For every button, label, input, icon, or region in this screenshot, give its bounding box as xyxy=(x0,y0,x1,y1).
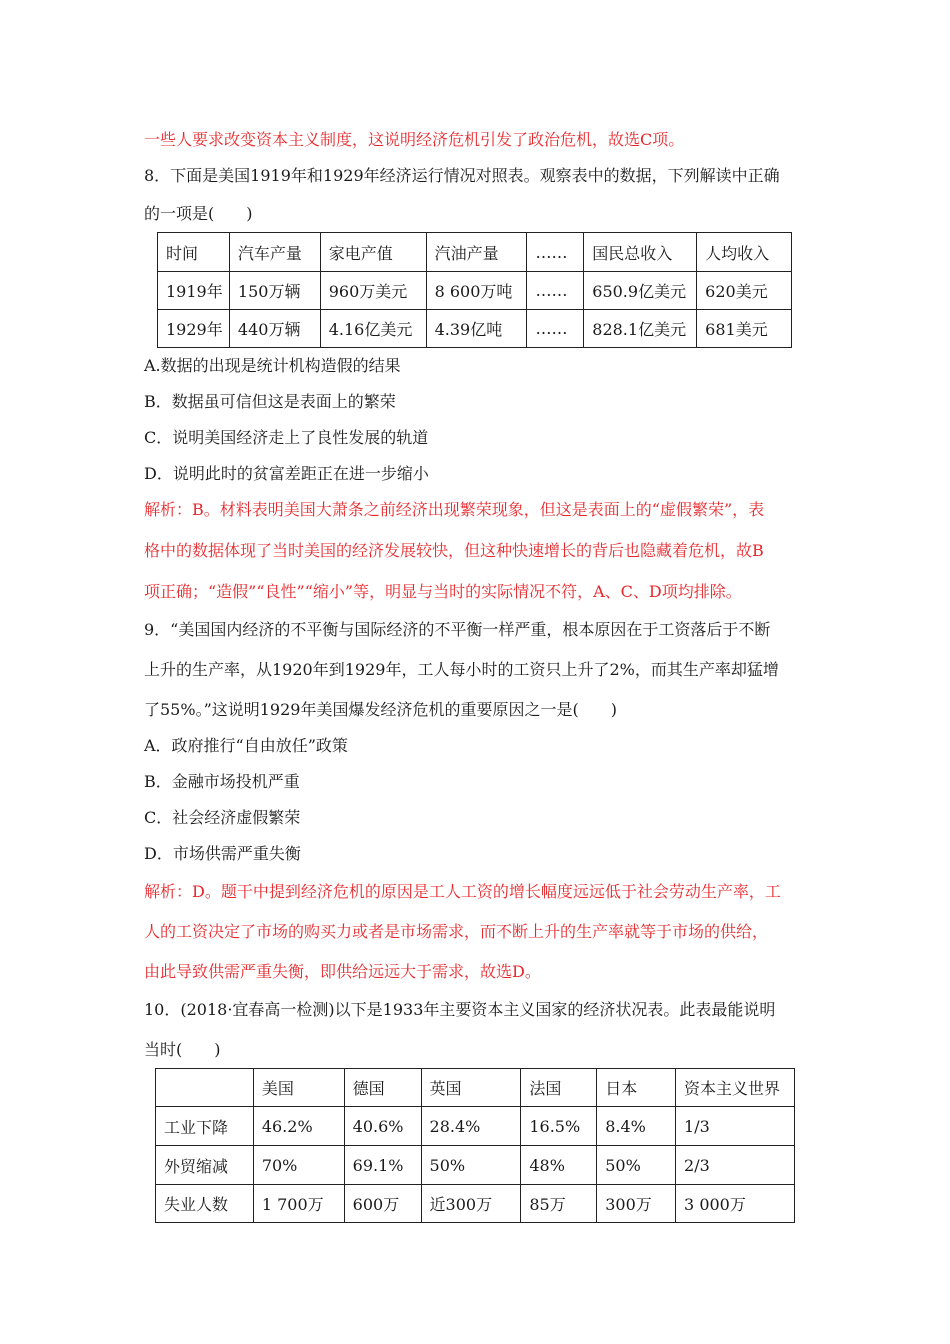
table-cell: 4.16亿美元 xyxy=(320,310,426,348)
q9-option-d: D．市场供需严重失衡 xyxy=(144,844,301,863)
q8-analysis-line3: 项正确；“造假”“良性”“缩小”等，明显与当时的实际情况不符，A、C、D项均排除。 xyxy=(144,582,742,601)
table-row xyxy=(156,1185,795,1223)
table-cell: …… xyxy=(527,272,584,310)
q8-stem-line2: 的一项是( ) xyxy=(144,204,253,223)
q8-option-b: B．数据虽可信但这是表面上的繁荣 xyxy=(144,392,396,411)
table-header-cell: 家电产值 xyxy=(320,233,426,272)
table-cell: 1929年 xyxy=(158,310,230,348)
table-header-cell: 英国 xyxy=(421,1069,521,1107)
q8-analysis-line1: 解析：B。材料表明美国大萧条之前经济出现繁荣现象，但这是表面上的“虚假繁荣”，表 xyxy=(144,500,765,519)
table-cell: 828.1亿美元 xyxy=(584,310,697,348)
q8-option-a: A.数据的出现是统计机构造假的结果 xyxy=(144,356,401,375)
table-cell: 681美元 xyxy=(697,310,792,348)
q10-stem-line1: 10．(2018·宜春高一检测)以下是1933年主要资本主义国家的经济状况表。此表最能说明 xyxy=(144,1000,776,1019)
table-cell: 失业人数 xyxy=(156,1185,254,1223)
table-cell: …… xyxy=(527,310,584,348)
q9-stem-line2: 上升的生产率，从1920年到1929年，工人每小时的工资只上升了2%，而其生产率却猛增 xyxy=(144,660,779,679)
table-header-row xyxy=(156,1069,795,1107)
table-header-cell: 汽车产量 xyxy=(229,233,320,272)
table-header-cell: 人均收入 xyxy=(697,233,792,272)
table-cell: 300万 xyxy=(597,1185,676,1223)
table-header-row xyxy=(158,233,792,272)
q9-analysis-line2: 人的工资决定了市场的购买力或者是市场需求，而不断上升的生产率就等于市场的供给， xyxy=(144,922,769,941)
q9-option-b: B．金融市场投机严重 xyxy=(144,772,300,791)
table-cell: 50% xyxy=(421,1146,521,1185)
q9-analysis-line1: 解析：D。题干中提到经济危机的原因是工人工资的增长幅度远远低于社会劳动生产率，工 xyxy=(144,882,781,901)
table-cell: 600万 xyxy=(344,1185,421,1223)
q9-option-a: A．政府推行“自由放任”政策 xyxy=(144,736,348,755)
table-header-cell: …… xyxy=(527,233,584,272)
q9-option-c: C．社会经济虚假繁荣 xyxy=(144,808,301,827)
table-cell: 外贸缩减 xyxy=(156,1146,254,1185)
table-header-cell: 时间 xyxy=(158,233,230,272)
table-header-cell: 日本 xyxy=(597,1069,676,1107)
q8-analysis-line2: 格中的数据体现了当时美国的经济发展较快，但这种快速增长的背后也隐藏着危机，故B xyxy=(144,541,764,560)
q10-table xyxy=(155,1068,795,1223)
table-cell: 8 600万吨 xyxy=(426,272,527,310)
table-header-cell xyxy=(156,1069,254,1107)
table-cell: 440万辆 xyxy=(229,310,320,348)
table-header-cell: 汽油产量 xyxy=(426,233,527,272)
table-cell: 1919年 xyxy=(158,272,230,310)
table-cell: 28.4% xyxy=(421,1107,521,1146)
table-row xyxy=(156,1107,795,1146)
table-row xyxy=(158,272,792,310)
table-cell: 150万辆 xyxy=(229,272,320,310)
q8-stem-line1: 8．下面是美国1919年和1929年经济运行情况对照表。观察表中的数据，下列解读中正确 xyxy=(144,166,780,185)
table-cell: 1 700万 xyxy=(253,1185,344,1223)
table-cell: 650.9亿美元 xyxy=(584,272,697,310)
table-cell: 70% xyxy=(253,1146,344,1185)
q8-option-c: C．说明美国经济走上了良性发展的轨道 xyxy=(144,428,429,447)
table-cell: 2/3 xyxy=(676,1146,795,1185)
table-cell: 工业下降 xyxy=(156,1107,254,1146)
table-header-cell: 国民总收入 xyxy=(584,233,697,272)
table-cell: 69.1% xyxy=(344,1146,421,1185)
table-cell: 16.5% xyxy=(521,1107,597,1146)
table-cell: 48% xyxy=(521,1146,597,1185)
table-cell: 620美元 xyxy=(697,272,792,310)
table-cell: 40.6% xyxy=(344,1107,421,1146)
q10-stem-line2: 当时( ) xyxy=(144,1040,221,1059)
previous-answer-tail: 一些人要求改变资本主义制度，这说明经济危机引发了政治危机，故选C项。 xyxy=(144,130,685,149)
table-row xyxy=(158,310,792,348)
table-header-cell: 德国 xyxy=(344,1069,421,1107)
table-header-cell: 资本主义世界 xyxy=(676,1069,795,1107)
table-cell: 85万 xyxy=(521,1185,597,1223)
table-cell: 3 000万 xyxy=(676,1185,795,1223)
table-cell: 960万美元 xyxy=(320,272,426,310)
table-cell: 1/3 xyxy=(676,1107,795,1146)
table-cell: 50% xyxy=(597,1146,676,1185)
table-row xyxy=(156,1146,795,1185)
q9-analysis-line3: 由此导致供需严重失衡，即供给远远大于需求，故选D。 xyxy=(144,962,541,981)
table-header-cell: 法国 xyxy=(521,1069,597,1107)
q9-stem-line1: 9．“美国国内经济的不平衡与国际经济的不平衡一样严重，根本原因在于工资落后于不断 xyxy=(144,620,771,639)
q9-stem-line3: 了55%。”这说明1929年美国爆发经济危机的重要原因之一是( ) xyxy=(144,700,617,719)
table-cell: 近300万 xyxy=(421,1185,521,1223)
table-header-cell: 美国 xyxy=(253,1069,344,1107)
table-cell: 8.4% xyxy=(597,1107,676,1146)
q8-table xyxy=(157,232,792,348)
table-cell: 46.2% xyxy=(253,1107,344,1146)
table-cell: 4.39亿吨 xyxy=(426,310,527,348)
q8-option-d: D．说明此时的贫富差距正在进一步缩小 xyxy=(144,464,429,483)
